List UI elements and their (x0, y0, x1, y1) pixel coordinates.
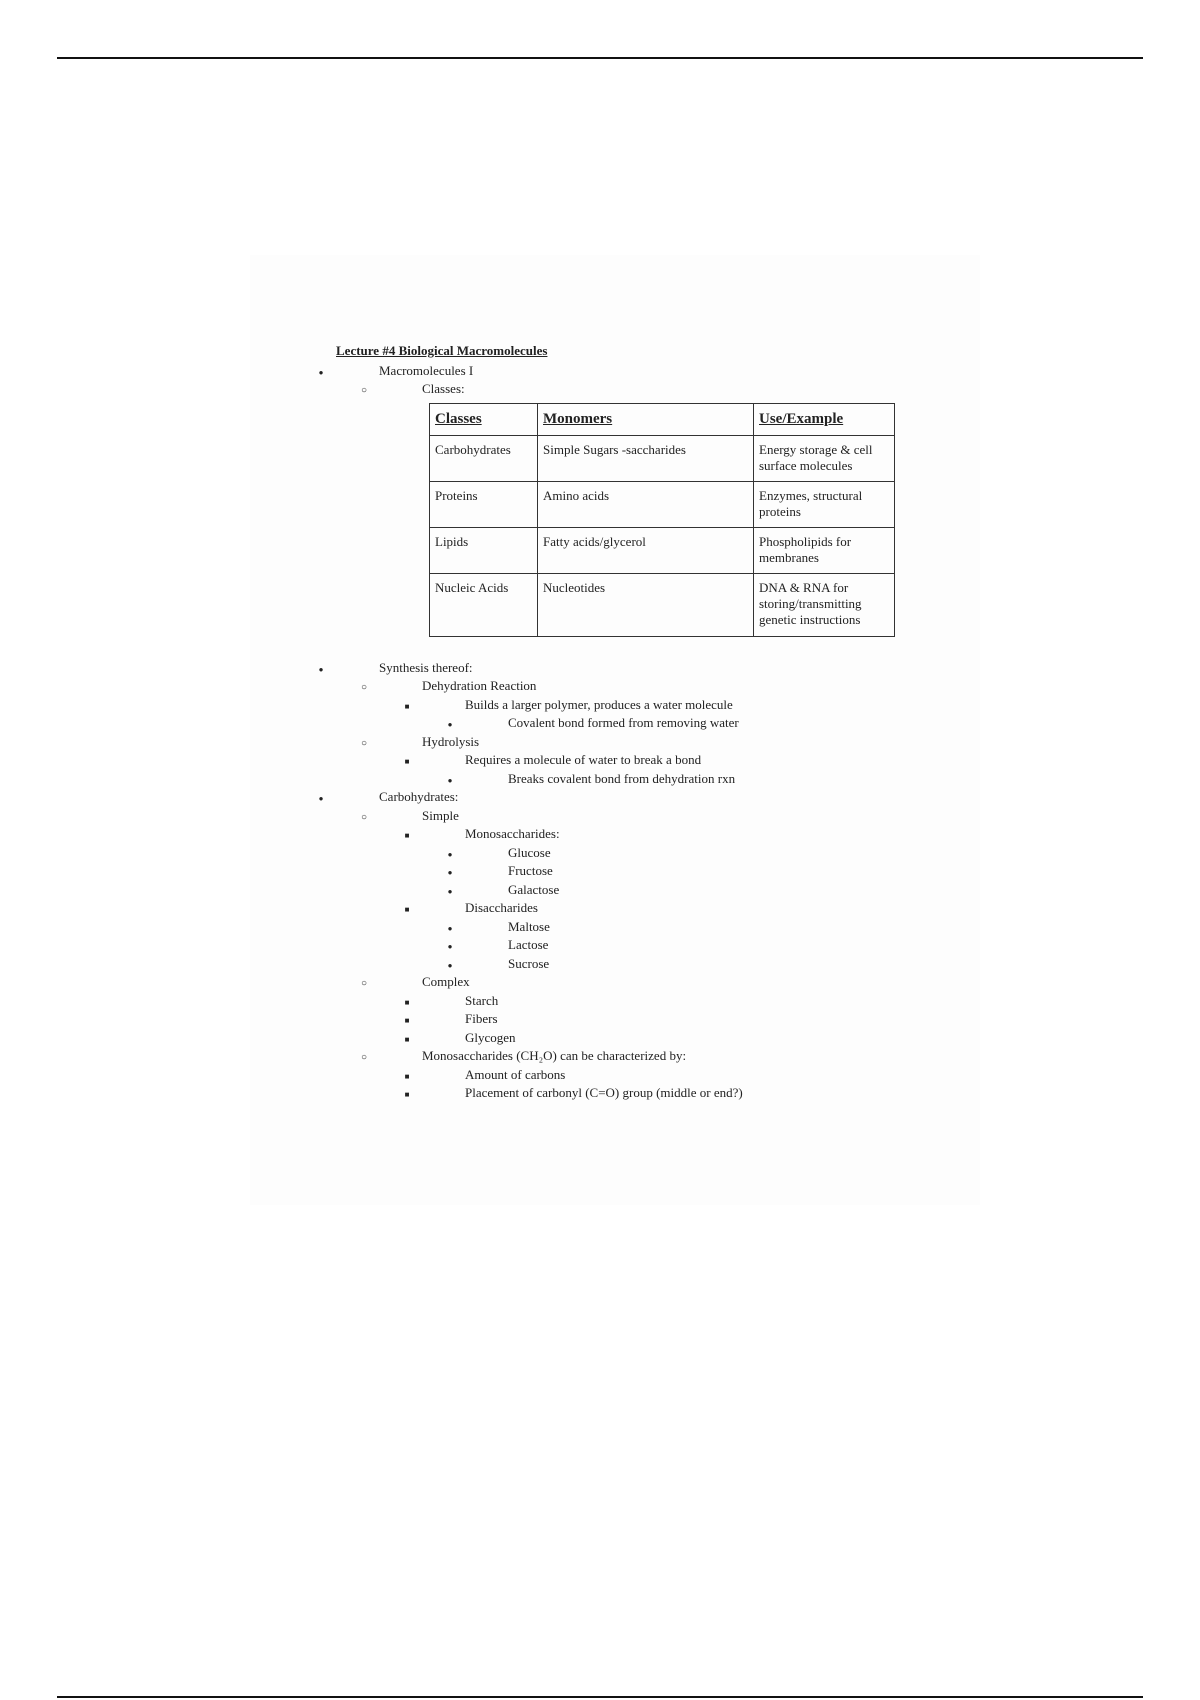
sugar-name: Galactose (508, 881, 560, 897)
disaccharides-label: Disaccharides (465, 900, 538, 915)
list-item (422, 899, 956, 973)
outline-level-1 (336, 659, 956, 1103)
list-item (422, 1029, 956, 1048)
list-item (379, 733, 956, 789)
list-item (422, 751, 956, 788)
outline-level-1 (336, 362, 956, 637)
disc-bullet-icon (314, 788, 328, 809)
circle-bullet-icon (357, 380, 371, 401)
table-header-cell: Classes (430, 403, 538, 435)
disc-bullet-icon (443, 955, 457, 976)
list-item (422, 992, 956, 1011)
table-cell: Nucleotides (538, 573, 754, 636)
list-item (465, 881, 956, 900)
list-item (465, 714, 956, 733)
polysaccharide-name: Glycogen (465, 1029, 516, 1045)
square-bullet-icon (400, 1084, 414, 1105)
sugar-name: Maltose (508, 918, 550, 934)
list-item (422, 825, 956, 899)
square-bullet-icon (400, 696, 414, 717)
disc-bullet-icon (443, 714, 457, 735)
page-bottom-rule (57, 1696, 1143, 1698)
carbohydrates-heading: Carbohydrates: (379, 789, 459, 804)
characterization-label: Monosaccharides (CH₂O) can be characterized by: (422, 1048, 687, 1063)
sugar-name: Glucose (508, 844, 551, 860)
table-cell: Amino acids (538, 481, 754, 527)
disc-bullet-icon (314, 362, 328, 383)
table-cell: Enzymes, structural proteins (754, 481, 895, 527)
dehydration-detail: Builds a larger polymer, produces a water molecule (465, 696, 733, 712)
square-bullet-icon (400, 1010, 414, 1031)
table-header-cell: Monomers (538, 403, 754, 435)
page-top-rule (57, 57, 1143, 59)
circle-bullet-icon (357, 1047, 371, 1068)
list-item (465, 936, 956, 955)
characteristic-item: Placement of carbonyl (C=O) group (middle or end?) (465, 1085, 743, 1100)
sugar-name: Lactose (508, 937, 549, 952)
synthesis-heading: Synthesis thereof: (379, 659, 473, 675)
lecture-title: Lecture #4 Biological Macromolecules (336, 343, 548, 358)
complex-label: Complex (422, 974, 470, 989)
table-cell: Energy storage & cell surface molecules (754, 435, 895, 481)
lecture-notes (336, 342, 956, 1103)
list-item (379, 973, 956, 1047)
table-cell: DNA & RNA for storing/transmitting genetic instructions (754, 573, 895, 636)
table-cell: Lipids (430, 527, 538, 573)
polysaccharide-name: Fibers (465, 1011, 498, 1026)
square-bullet-icon (400, 1029, 414, 1050)
characteristic-item: Amount of carbons (465, 1066, 566, 1082)
square-bullet-icon (400, 751, 414, 772)
hydrolysis-detail: Requires a molecule of water to break a bond (465, 752, 702, 767)
list-item (465, 862, 956, 881)
table-header-row (430, 403, 895, 435)
dehydration-sub: Covalent bond formed from removing water (508, 715, 739, 730)
list-item (422, 1010, 956, 1029)
list-item (336, 659, 956, 789)
square-bullet-icon (400, 1066, 414, 1087)
list-item (465, 844, 956, 863)
list-item (465, 918, 956, 937)
table-row (430, 527, 895, 573)
list-item (336, 788, 956, 1103)
circle-bullet-icon (357, 733, 371, 754)
disc-bullet-icon (314, 659, 328, 680)
disc-bullet-icon (443, 881, 457, 902)
macromolecules-heading: Macromolecules I (379, 362, 474, 378)
table-row (430, 481, 895, 527)
list-item (465, 770, 956, 789)
circle-bullet-icon (357, 807, 371, 828)
square-bullet-icon (400, 825, 414, 846)
disc-bullet-icon (443, 844, 457, 865)
table-cell: Fatty acids/glycerol (538, 527, 754, 573)
table-cell: Proteins (430, 481, 538, 527)
list-item (465, 955, 956, 974)
table-row (430, 435, 895, 481)
monosaccharides-label: Monosaccharides: (465, 826, 560, 841)
list-item (422, 1066, 956, 1085)
sugar-name: Fructose (508, 863, 553, 878)
table-cell: Nucleic Acids (430, 573, 538, 636)
table-cell: Simple Sugars -saccharides (538, 435, 754, 481)
table-cell: Carbohydrates (430, 435, 538, 481)
list-item (379, 677, 956, 733)
sugar-name: Sucrose (508, 955, 550, 971)
list-item (422, 1084, 956, 1103)
classes-label: Classes: (422, 381, 465, 396)
macromolecule-table (429, 403, 895, 637)
square-bullet-icon (400, 899, 414, 920)
polysaccharide-name: Starch (465, 992, 499, 1008)
disc-bullet-icon (443, 770, 457, 791)
table-row (430, 573, 895, 636)
list-item (379, 807, 956, 974)
circle-bullet-icon (357, 973, 371, 994)
table-header-cell: Use/Example (754, 403, 895, 435)
square-bullet-icon (400, 992, 414, 1013)
list-item (379, 1047, 956, 1103)
disc-bullet-icon (443, 936, 457, 957)
hydrolysis-sub: Breaks covalent bond from dehydration rxn (508, 770, 736, 786)
circle-bullet-icon (357, 677, 371, 698)
disc-bullet-icon (443, 862, 457, 883)
list-item (336, 362, 956, 637)
hydrolysis-label: Hydrolysis (422, 733, 480, 749)
simple-label: Simple (422, 807, 459, 823)
list-item (422, 696, 956, 733)
disc-bullet-icon (443, 918, 457, 939)
list-item (379, 380, 956, 637)
dehydration-label: Dehydration Reaction (422, 678, 537, 693)
table-cell: Phospholipids for membranes (754, 527, 895, 573)
